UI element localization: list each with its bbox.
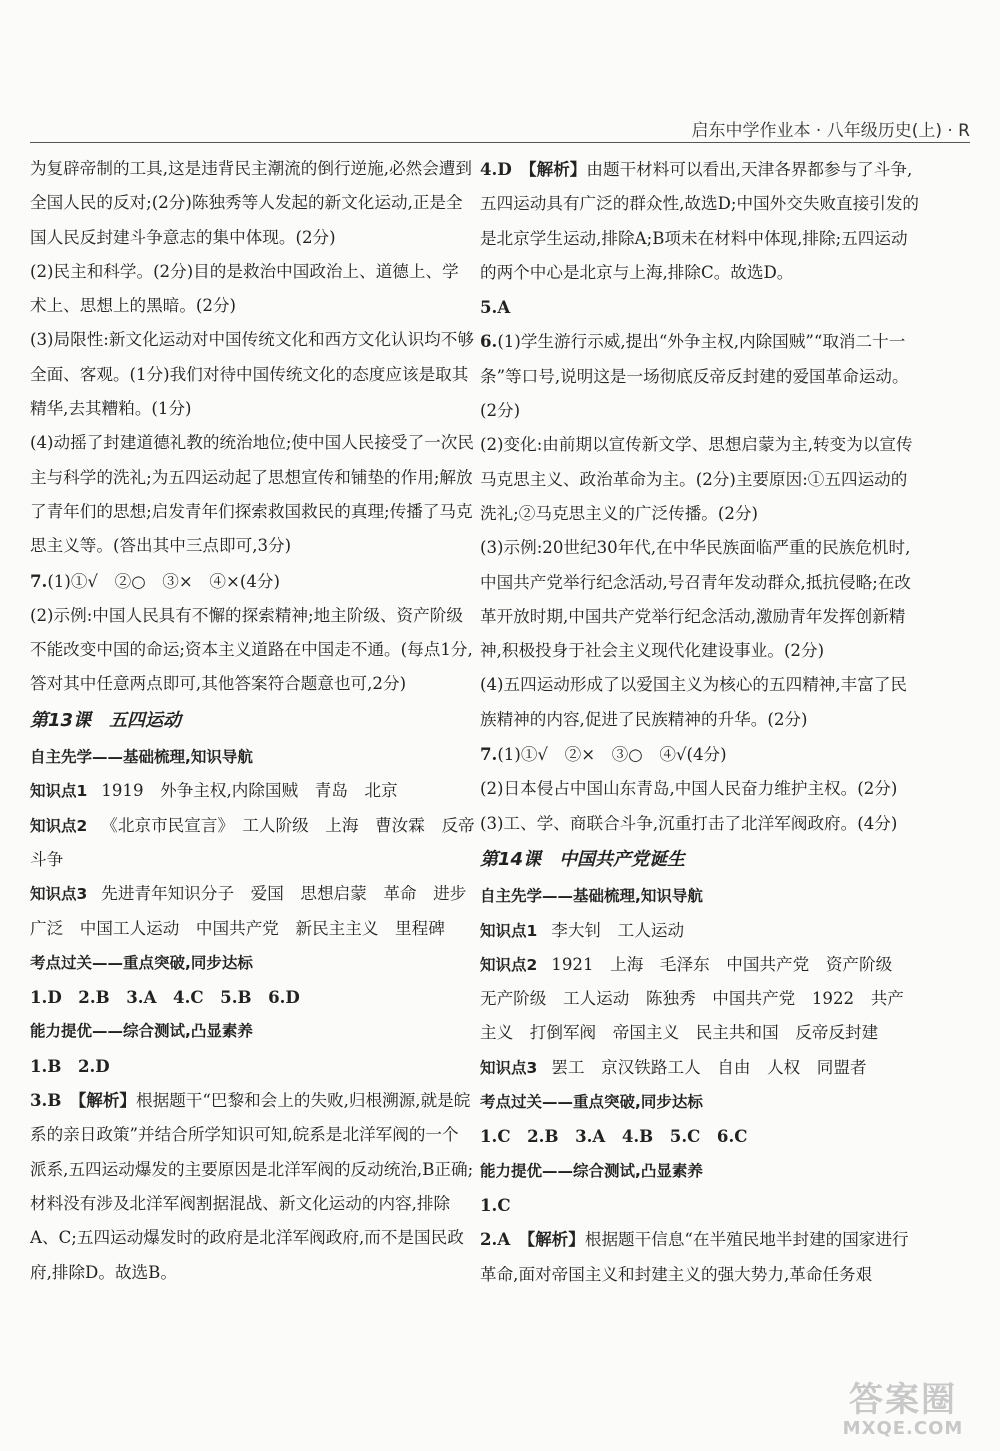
right-q2-analysis-tag: A 【解析】	[497, 1229, 585, 1250]
left-column	[30, 152, 483, 1290]
right-q7-number: 7.	[480, 744, 498, 765]
right-q4	[480, 152, 920, 290]
l14-k3-text: 罢工 京汉铁路工人 自由 人权 同盟者	[551, 1057, 867, 1077]
right-q6-part4: (4)五四运动形成了以爱国主义为核心的五四精神,丰富了民族精神的内容,促进了民族精神的升华。(2分)	[480, 675, 908, 729]
right-column	[480, 152, 920, 1292]
l14-answers-basic: 1.C 2.B 3.A 4.B 5.C 6.C	[480, 1126, 748, 1147]
l13-section-self-study: 自主先学——基础梳理,知识导航	[30, 748, 253, 767]
right-q2-text: 根据题干信息“在半殖民地半封建的国家进行革命,面对帝国主义和封建主义的强大势力,革命任务艰	[480, 1230, 909, 1284]
right-q6-part3: (3)示例:20世纪30年代,在中华民族面临严重的民族危机时,中国共产党举行纪念活动,号召青年发动群众,抵抗侵略;在改革开放时期,中国共产党举行纪念活动,激励青年发挥创新精神,积极投身于社会主义现代化建设事业。(2分)	[480, 538, 911, 661]
l13-knowledge-2	[30, 809, 475, 878]
watermark-top-text: 答案圈	[849, 1380, 957, 1420]
left-q3-number: 3.	[30, 1090, 48, 1111]
lesson-14-number: 第14课	[480, 848, 542, 870]
l14-k1-text: 李大钊 工人运动	[551, 920, 685, 940]
left-para-3: (3)局限性:新文化运动对中国传统文化和西方文化认识均不够全面、客观。(1分)我们对待中国传统文化的态度应该是取其精华,去其糟粕。(1分)	[30, 330, 474, 419]
watermark-logo	[828, 1381, 978, 1443]
right-q7-part3: (3)工、学、商联合斗争,沉重打击了北洋军阀政府。(4分)	[480, 813, 898, 833]
l13-knowledge-1	[30, 774, 475, 808]
left-para-1: 为复辟帝制的工具,这是违背民主潮流的倒行逆施,必然会遭到全国人民的反对;(2分)陈独秀等人发起的新文化运动,正是全国人民反封建斗争意志的集中体现。(2分)	[30, 159, 472, 247]
l13-k1-label: 知识点1	[30, 782, 88, 801]
l13-answers-ability: 1.B 2.D	[30, 1055, 110, 1076]
right-q6-a: (1)学生游行示威,提出“外争主权,内除国贼”“取消二十一条”等口号,说明这是一场彻底反帝反封建的爱国革命运动。(2分)	[480, 332, 909, 421]
l13-section-checkpoint: 考点过关——重点突破,同步达标	[30, 953, 253, 972]
left-q3-text: 根据题干“巴黎和会上的失败,归根溯源,就是皖系的亲日政策”并结合所学知识可知,皖系是北洋军阀的一个派系,五四运动爆发的主要原因是北洋军阀的反动统治,B正确;材料没有涉及北洋军阀割据混战、新文化运动的内容,排除A、C;五四运动爆发时的政府是北洋军阀政府,而不是国民政府,排除D。故选B。	[30, 1091, 474, 1282]
right-q7-part2: (2)日本侵占中国山东青岛,中国人民奋力维护主权。(2分)	[480, 779, 898, 799]
header-title: 启东中学作业本 · 八年级历史(上) · R	[691, 121, 970, 141]
l14-section-self-study: 自主先学——基础梳理,知识导航	[480, 887, 703, 906]
lesson-13-title: 五四运动	[109, 709, 182, 731]
lesson-14-title: 中国共产党诞生	[559, 848, 686, 870]
page-header	[30, 116, 970, 143]
lesson-13-heading	[30, 704, 475, 738]
right-q4-number: 4.	[480, 159, 498, 179]
right-q7-part1	[480, 737, 920, 772]
left-q7-part1	[30, 564, 475, 599]
left-q3	[30, 1083, 475, 1290]
right-q4-analysis-tag: D 【解析】	[497, 159, 587, 179]
l14-knowledge-1	[480, 914, 920, 948]
left-para-4: (4)动摇了封建道德礼教的统治地位;使中国人民接受了一次民主与科学的洗礼;为五四运动起了思想宣传和铺垫的作用;解放了青年们的思想;启发青年们探索救国救民的真理;传播了马克思主义等。(答出其中三点即可,3分)	[30, 433, 474, 556]
right-q2-number: 2.	[480, 1229, 498, 1250]
l13-k3-text: 先进青年知识分子 爱国 思想启蒙 革命 进步 广泛 中国工人运动 中国共产党 新民主主义 里程碑	[30, 884, 483, 938]
l14-k1-label: 知识点1	[480, 921, 538, 940]
lesson-14-heading	[480, 843, 920, 877]
l13-k1-text: 1919 外争主权,内除国贼 青岛 北京	[101, 781, 398, 801]
right-q4-text: 由题干材料可以看出,天津各界都参与了斗争,五四运动具有广泛的群众性,故选D;中国外交失败直接引发的是北京学生运动,排除A;B项未在材料中体现,排除;五四运动的两个中心是北京与上海,排除C。故选D。	[480, 160, 920, 282]
l14-knowledge-2	[480, 948, 920, 1051]
left-q7-a: (1)①√ ②○ ③× ④×(4分)	[47, 571, 280, 591]
l14-k3-label: 知识点3	[480, 1058, 538, 1077]
l14-section-ability: 能力提优——综合测试,凸显素养	[480, 1161, 703, 1180]
left-q7-number: 7.	[30, 570, 48, 591]
l14-section-checkpoint: 考点过关——重点突破,同步达标	[480, 1093, 703, 1112]
l13-section-ability: 能力提优——综合测试,凸显素养	[30, 1022, 253, 1041]
right-q7-a: (1)①√ ②× ③○ ④√(4分)	[497, 745, 727, 765]
left-para-2: (2)民主和科学。(2分)目的是救治中国政治上、道德上、学术上、思想上的黑暗。(2分)	[30, 261, 459, 316]
right-q2	[480, 1222, 920, 1292]
l14-k2-label: 知识点2	[480, 955, 538, 974]
l14-k2-text: 1921 上海 毛泽东 中国共产党 资产阶级 无产阶级 工人运动 陈独秀 中国共产党 1922 共产主义 打倒军阀 帝国主义 民主共和国 反帝反封建	[480, 954, 909, 1043]
l13-knowledge-3	[30, 877, 483, 946]
l13-k3-label: 知识点3	[30, 885, 88, 904]
l13-k2-text: 《北京市民宣言》 工人阶级 上海 曹汝霖 反帝斗争	[30, 815, 475, 869]
watermark-bottom-text: MXQE.COM	[842, 1418, 964, 1439]
l14-knowledge-3	[480, 1051, 920, 1085]
left-q7-part2: (2)示例:中国人民具有不懈的探索精神;地主阶级、资产阶级不能改变中国的命运;资本主义道路在中国走不通。(每点1分,答对其中任意两点即可,其他答案符合题意也可,2分)	[30, 605, 473, 694]
l13-k2-label: 知识点2	[30, 816, 88, 835]
right-q6-part2: (2)变化:由前期以宣传新文学、思想启蒙为主,转变为以宣传马克思主义、政治革命为主。(2分)主要原因:①五四运动的洗礼;②马克思主义的广泛传播。(2分)	[480, 435, 913, 523]
left-q3-analysis-tag: B 【解析】	[47, 1090, 137, 1111]
right-q5: 5.A	[480, 297, 511, 318]
right-q6-part1	[480, 324, 920, 428]
l14-answers-ability: 1.C	[480, 1194, 511, 1215]
lesson-13-number: 第13课	[30, 709, 92, 731]
right-q6-number: 6.	[480, 331, 498, 352]
l13-answers-basic: 1.D 2.B 3.A 4.C 5.B 6.D	[30, 987, 300, 1008]
